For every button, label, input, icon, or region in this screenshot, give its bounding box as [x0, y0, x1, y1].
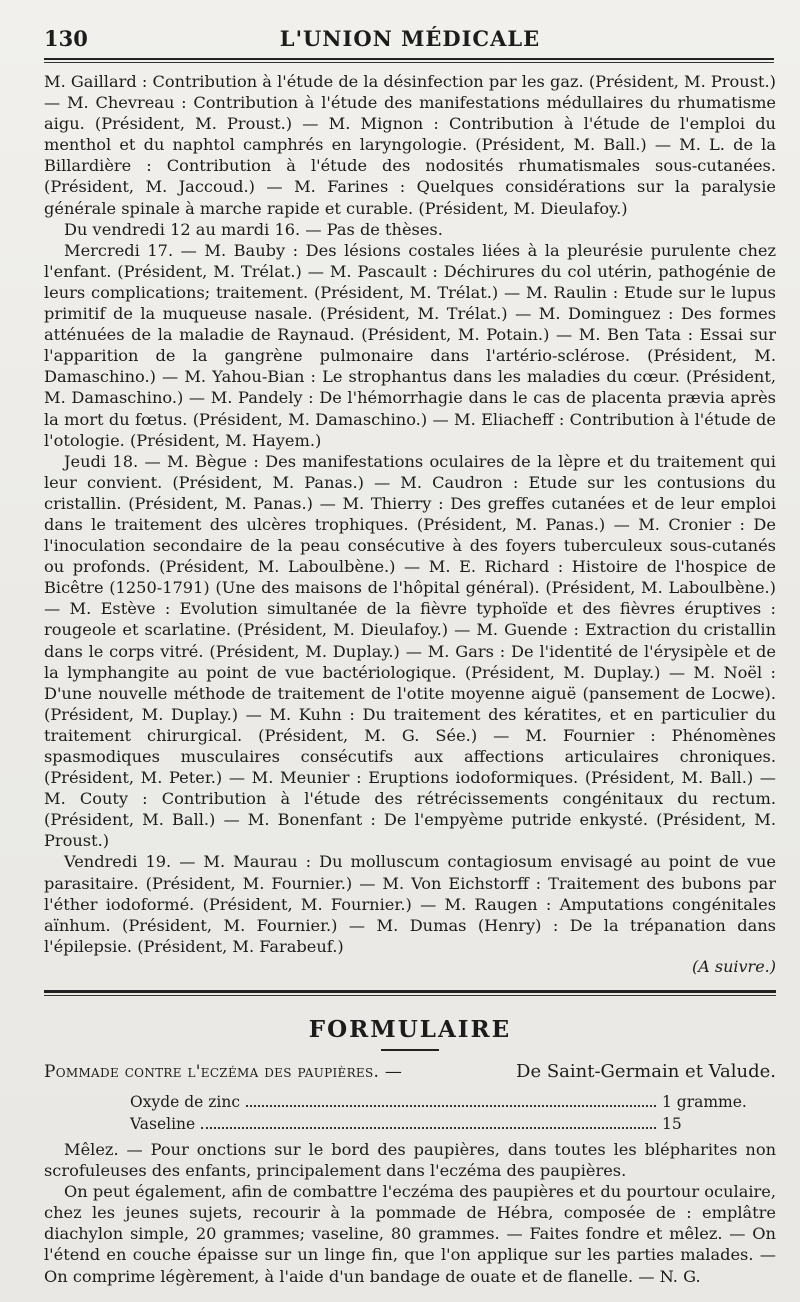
- header-rule: [44, 58, 774, 60]
- ingredient-row: [44, 1113, 776, 1135]
- dot-leader: [246, 1105, 656, 1107]
- heading-underline: [381, 1049, 439, 1051]
- recipe-author: De Saint-Germain et Valude.: [516, 1060, 776, 1082]
- theses-paragraph: Mercredi 17. — M. Bauby : Des lésions costales liées à la pleurésie purulente chez l'enfant. (Président, M. Trélat.) — M. Pascault : Déchirures du col utérin, pathogénie de leurs complications; traitement. (Président, M. Trélat.) — M. Raulin : Etude sur le lupus primitif de la muqueuse nasale. (Président, M. Trélat.) — M. Dominguez : Des formes atténuées de la maladie de Raynaud. (Président, M. Potain.) — M. Ben Tata : Essai sur l'apparition de la gangrène pulmonaire dans l'artério-sclérose. (Président, M. Damaschino.) — M. Yahou-Bian : Le strophantus dans les maladies du cœur. (Président, M. Damaschino.) — M. Pandely : De l'hémorrhagie dans le cas de placenta prævia après la mort du fœtus. (Président, M. Damaschino.) — M. Eliacheff : Contribution à l'étude de l'otologie. (Président, M. Hayem.): [44, 240, 776, 450]
- ingredient-list: [44, 1091, 776, 1135]
- dot-leader: [201, 1127, 656, 1129]
- header-rule-thin: [44, 62, 774, 63]
- page-number: 130: [44, 26, 88, 51]
- theses-paragraph: Vendredi 19. — M. Maurau : Du molluscum contagiosum envisagé au point de vue parasitaire. (Président, M. Fournier.) — M. Von Eichstorff : Traitement des bubons par l'éther iodoformé. (Président, M. Fournier.) — M. Raugen : Amputations congénitales aïnhum. (Président, M. Fournier.) — M. Dumas (Henry) : De la trépanation dans l'épilepsie. (Président, M. Farabeuf.): [44, 852, 776, 956]
- running-header: [44, 24, 776, 58]
- a-suivre-note: (A suivre.): [692, 956, 776, 976]
- theses-list: [44, 71, 776, 976]
- theses-paragraph: Du vendredi 12 au mardi 16. — Pas de thèses.: [64, 219, 443, 239]
- formulaire-heading: FORMULAIRE: [308, 1015, 512, 1043]
- journal-title: L'UNION MÉDICALE: [279, 26, 541, 51]
- recipe-name: Pommade contre l'eczéma des paupières. —: [44, 1061, 403, 1082]
- formulaire-paragraph: On peut également, afin de combattre l'eczéma des paupières et du pourtour oculaire, chez les jeunes sujets, recourir à la pommade de Hébra, composée de : emplâtre diachylon simple, 20 grammes; vaseline, 80 grammes. — Faites fondre et mêlez. — On l'étend en couche épaisse sur un linge fin, que l'on applique sur les parties malades. — On comprime légèrement, à l'aide d'un bandage de ouate et de flanelle. — N. G.: [44, 1182, 776, 1286]
- ingredient-quantity: 15: [662, 1114, 682, 1133]
- ingredient-row: [44, 1091, 776, 1113]
- ingredient-name: Vaseline: [130, 1114, 196, 1133]
- theses-paragraph: Jeudi 18. — M. Bègue : Des manifestations oculaires de la lèpre et du traitement qui leur convient. (Président, M. Panas.) — M. Caudron : Etude sur les contusions du cristallin. (Président, M. Panas.) — M. Thierry : Des greffes cutanées et de leur emploi dans le traitement des ulcères trophiques. (Président, M. Panas.) — M. Cronier : De l'inoculation secondaire de la peau consécutive à des foyers tuberculeux sous-cutanés ou profonds. (Président, M. Laboulbène.) — M. E. Richard : Histoire de l'hospice de Bicêtre (1250-1791) (Une des maisons de l'hôpital général). (Président, M. Laboulbène.) — M. Estève : Evolution simultanée de la fièvre typhoïde et des fièvres éruptives : rougeole et scarlatine. (Président, M. Dieulafoy.) — M. Guende : Extraction du cristallin dans le corps vitré. (Président, M. Duplay.) — M. Gars : De l'identité de l'érysipèle et de la lymphangite au point de vue bactériologique. (Président, M. Duplay.) — M. Noël : D'une nouvelle méthode de traitement de l'otite moyenne aiguë (pansement de Locwe). (Président, M. Duplay.) — M. Kuhn : Du traitement des kératites, et en particulier du traitement chirurgical. (Président, M. G. Sée.) — M. Fournier : Phénomènes spasmodiques musculaires consécutifs aux affections articulaires chroniques. (Président, M. Peter.) — M. Meunier : Eruptions iodoformiques. (Président, M. Ball.) — M. Couty : Contribution à l'étude des rétrécissements congénitaux du rectum. (Président, M. Ball.) — M. Bonenfant : De l'empyème putride enkysté. (Président, M. Proust.): [44, 451, 776, 851]
- ingredient-quantity: 1 gramme.: [662, 1092, 747, 1111]
- section-divider: [44, 990, 776, 996]
- theses-paragraph: M. Gaillard : Contribution à l'étude de la désinfection par les gaz. (Président, M. Proust.) — M. Chevreau : Contribution à l'étude des manifestations médullaires du rhumatisme aigu. (Président, M. Proust.) — M. Mignon : Contribution à l'étude de l'emploi du menthol et du naphtol camphrés en laryngologie. (Président, M. Ball.) — M. L. de la Billardière : Contribution à l'étude des nodosités rhumatismales sous-cutanées. (Président, M. Jaccoud.) — M. Farines : Quelques considérations sur la paralysie générale spinale à marche rapide et curable. (Président, M. Dieulafoy.): [44, 72, 776, 218]
- ingredient-name: Oxyde de zinc: [130, 1092, 241, 1111]
- formulaire-paragraph: Mêlez. — Pour onctions sur le bord des paupières, dans toutes les blépharites non scrofuleuses des enfants, principalement dans l'eczéma des paupières.: [44, 1139, 776, 1181]
- recipe-heading: [44, 1061, 776, 1083]
